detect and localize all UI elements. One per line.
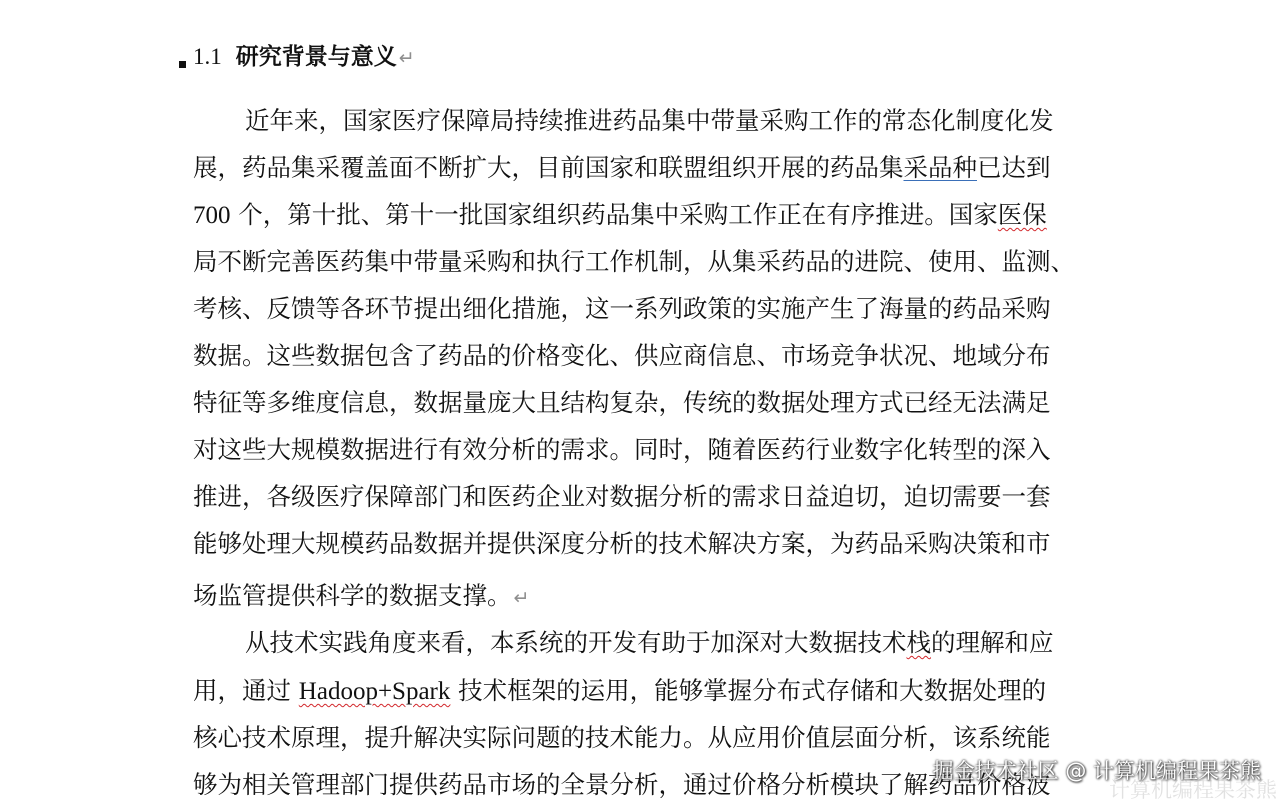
text-line [193, 145, 1103, 191]
text-line: 能够处理大规模药品数据并提供深度分析的技术解决方案，为药品采购决策和市 [193, 529, 1051, 558]
text-segment: 技术框架的运用，能够掌握分布式存储和大数据处理的 [450, 676, 1047, 705]
section-heading [193, 40, 415, 75]
text-segment: 场监管提供科学的数据支撑。 [193, 581, 512, 610]
text-line [245, 620, 1103, 666]
text-line: 推进，各级医疗保障部门和医药企业对数据分析的需求日益迫切，迫切需要一套 [193, 482, 1051, 511]
text-line: 特征等多维度信息，数据量庞大且结构复杂，传统的数据处理方式已经无法满足 [193, 388, 1051, 417]
text-segment: 已达到 [977, 153, 1051, 182]
section-title: 研究背景与意义 [235, 44, 397, 70]
underlined-term: 采品种 [903, 153, 977, 182]
text-segment: 从技术实践角度来看，本系统的开发有助于加深对大数据技术 [245, 628, 907, 657]
spellcheck-term: 栈 [906, 628, 931, 657]
text-line: 够为相关管理部门提供药品市场的全景分析，通过价格分析模块了解药品价格波 [193, 770, 1051, 799]
spellcheck-term: Hadoop+Spark [298, 678, 451, 705]
text-line: 考核、反馈等各环节提出细化措施，这一系列政策的实施产生了海量的药品采购 [193, 294, 1051, 323]
watermark-ghost: 计算机编程果茶熊 [1109, 778, 1277, 802]
paragraph-mark-icon: ↵ [513, 587, 530, 609]
number-text: 700 [193, 202, 231, 229]
watermark: 掘金技术社区 @ 计算机编程果茶熊 [932, 759, 1261, 783]
text-line [193, 668, 1103, 714]
text-segment: 的理解和应 [931, 628, 1054, 657]
text-line [193, 573, 1103, 619]
text-segment: 用，通过 [193, 676, 299, 705]
text-line: 核心技术原理，提升解决实际问题的技术能力。从应用价值层面分析，该系统能 [193, 723, 1051, 752]
text-line: 数据。这些数据包含了药品的价格变化、供应商信息、市场竞争状况、地域分布 [193, 341, 1051, 370]
text-line: 局不断完善医药集中带量采购和执行工作机制，从集采药品的进院、使用、监测、 [193, 247, 1075, 276]
text-line [193, 192, 1103, 238]
text-line: 近年来，国家医疗保障局持续推进药品集中带量采购工作的常态化制度化发 [245, 106, 1054, 135]
text-segment: 展，药品集采覆盖面不断扩大，目前国家和联盟组织开展的药品集 [193, 153, 904, 182]
text-line: 对这些大规模数据进行有效分析的需求。同时，随着医药行业数字化转型的深入 [193, 435, 1051, 464]
section-number: 1.1 [193, 44, 222, 69]
paragraph-mark-icon: ↵ [398, 47, 415, 69]
spellcheck-term: 医保 [997, 200, 1047, 229]
text-segment: 个，第十批、第十一批国家组织药品集中采购工作正在有序推进。国家 [230, 200, 998, 229]
heading-bullet-marker [179, 61, 186, 68]
